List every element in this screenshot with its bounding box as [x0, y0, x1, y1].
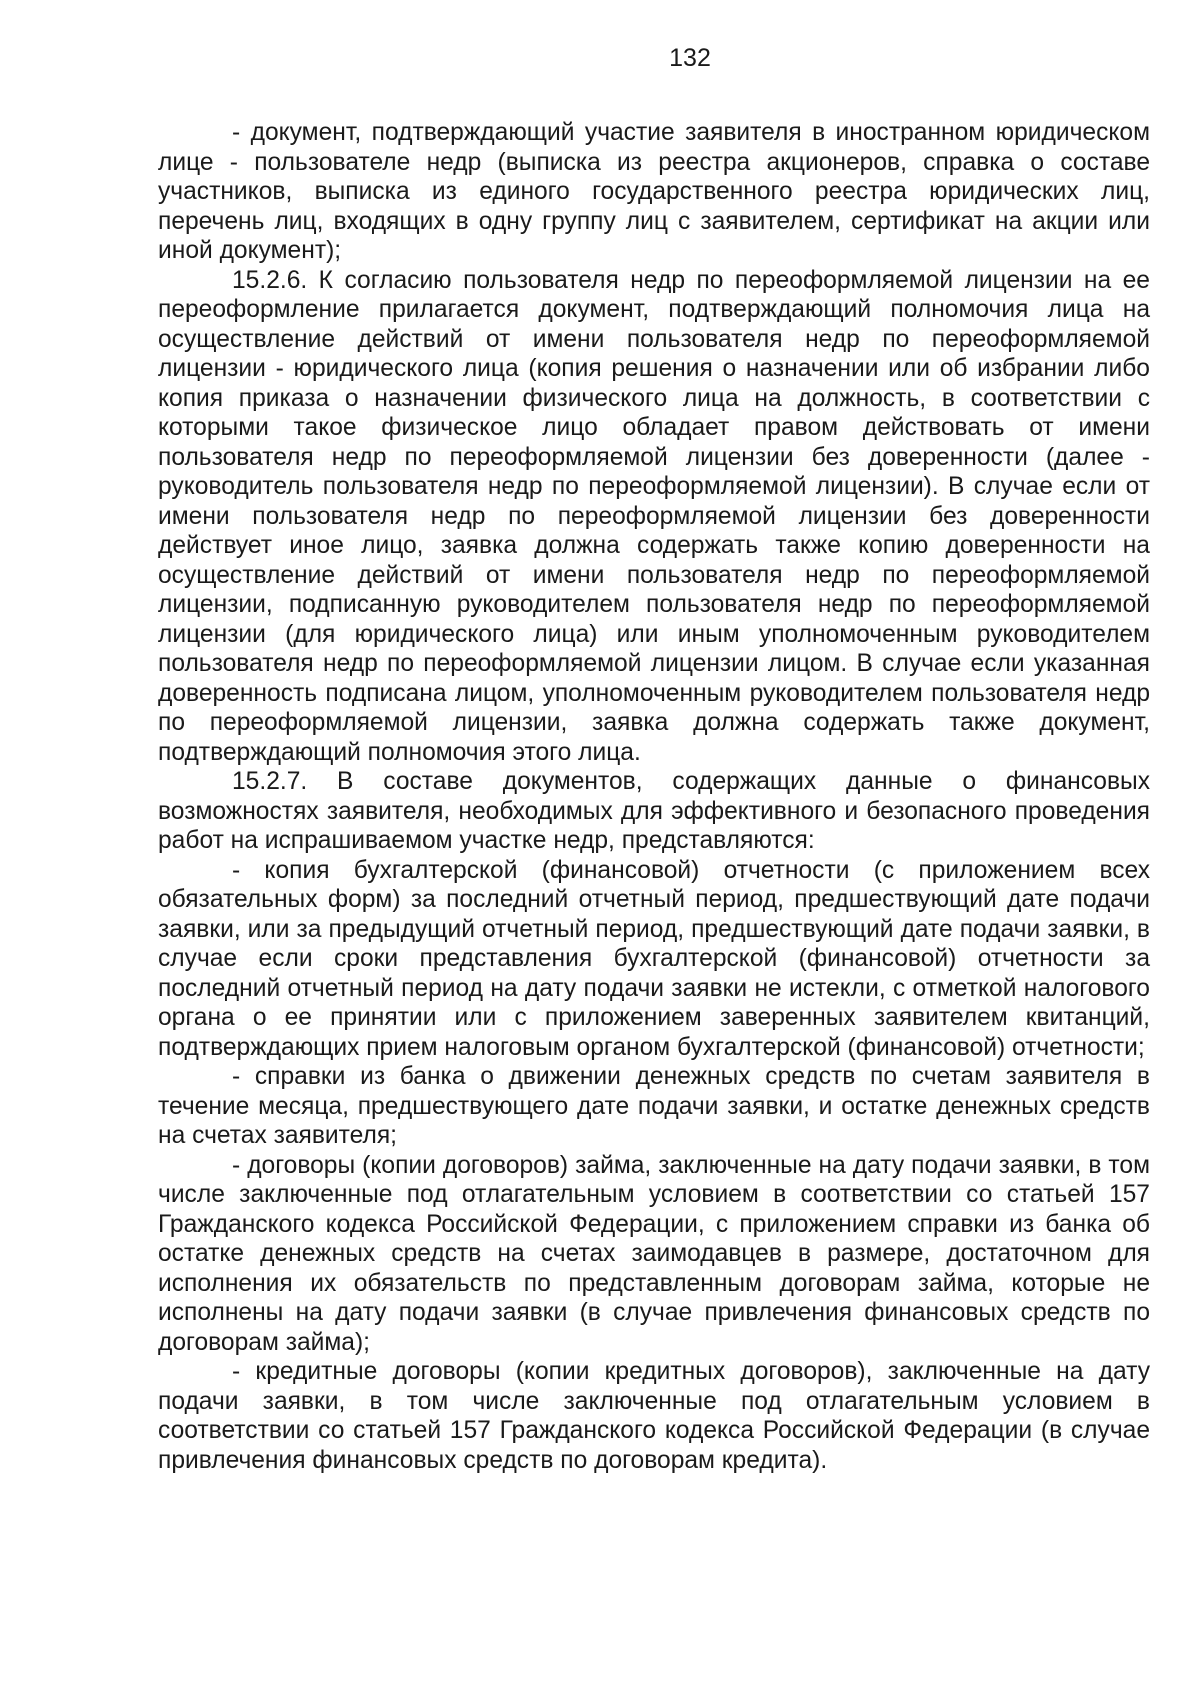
- paragraph-15-2-6: 15.2.6. К согласию пользователя недр по переоформляемой лицензии на ее переоформление прилагается документ, подтверждающий полномочия лица на осуществление действий от имени пользователя недр по переоформляемой лицензии - юридического лица (копия решения о назначении или об избрании либо копия приказа о назначении физического лица на должность, в соответствии с которыми такое физическое лицо обладает правом действовать от имени пользователя недр по переоформляемой лицензии без доверенности (далее - руководитель пользователя недр по переоформляемой лицензии). В случае если от имени пользователя недр по переоформляемой лицензии без доверенности действует иное лицо, заявка должна содержать также копию доверенности на осуществление действий от имени пользователя недр по переоформляемой лицензии, подписанную руководителем пользователя недр по переоформляемой лицензии (для юридического лица) или иным уполномоченным руководителем пользователя недр по переоформляемой лицензии лицом. В случае если указанная доверенность подписана лицом, уполномоченным руководителем пользователя недр по переоформляемой лицензии, заявка должна содержать также документ, подтверждающий полномочия этого лица.: [158, 266, 1150, 766]
- paragraph-foreign-entity-document: - документ, подтверждающий участие заявителя в иностранном юридическом лице - пользователе недр (выписка из реестра акционеров, справка о составе участников, выписка из единого государственного реестра юридических лиц, перечень лиц, входящих в одну группу лиц с заявителем, сертификат на акции или иной документ);: [158, 119, 1150, 264]
- paragraph-loan-agreements: - договоры (копии договоров) займа, заключенные на дату подачи заявки, в том числе заключенные под отлагательным условием в соответствии со статьей 157 Гражданского кодекса Российской Федерации, с приложением справки из банка об остатке денежных средств на счетах заимодавцев в размере, достаточном для исполнения их обязательств по представленным договорам займа, которые не исполнены на дату подачи заявки (в случае привлечения финансовых средств по договорам займа);: [158, 1151, 1150, 1356]
- paragraph-accounting-statements: - копия бухгалтерской (финансовой) отчетности (с приложением всех обязательных форм) за последний отчетный период, предшествующий дате подачи заявки, или за предыдущий отчетный период, предшествующий дате подачи заявки, в случае если сроки представления бухгалтерской (финансовой) отчетности за последний отчетный период на дату подачи заявки не истекли, с отметкой налогового органа о ее принятии или с приложением заверенных заявителем квитанций, подтверждающих прием налоговым органом бухгалтерской (финансовой) отчетности;: [158, 856, 1150, 1061]
- paragraph-15-2-7: 15.2.7. В составе документов, содержащих данные о финансовых возможностях заявителя, необходимых для эффективного и безопасного проведения работ на испрашиваемом участке недр, представляются:: [158, 768, 1150, 854]
- document-body: [158, 118, 1150, 1475]
- paragraph-bank-statements: - справки из банка о движении денежных средств по счетам заявителя в течение месяца, предшествующего дате подачи заявки, и остатке денежных средств на счетах заявителя;: [158, 1063, 1150, 1149]
- paragraph-credit-agreements: - кредитные договоры (копии кредитных договоров), заключенные на дату подачи заявки, в том числе заключенные под отлагательным условием в соответствии со статьей 157 Гражданского кодекса Российской Федерации (в случае привлечения финансовых средств по договорам кредита).: [158, 1358, 1150, 1474]
- page-number: 132: [669, 44, 711, 72]
